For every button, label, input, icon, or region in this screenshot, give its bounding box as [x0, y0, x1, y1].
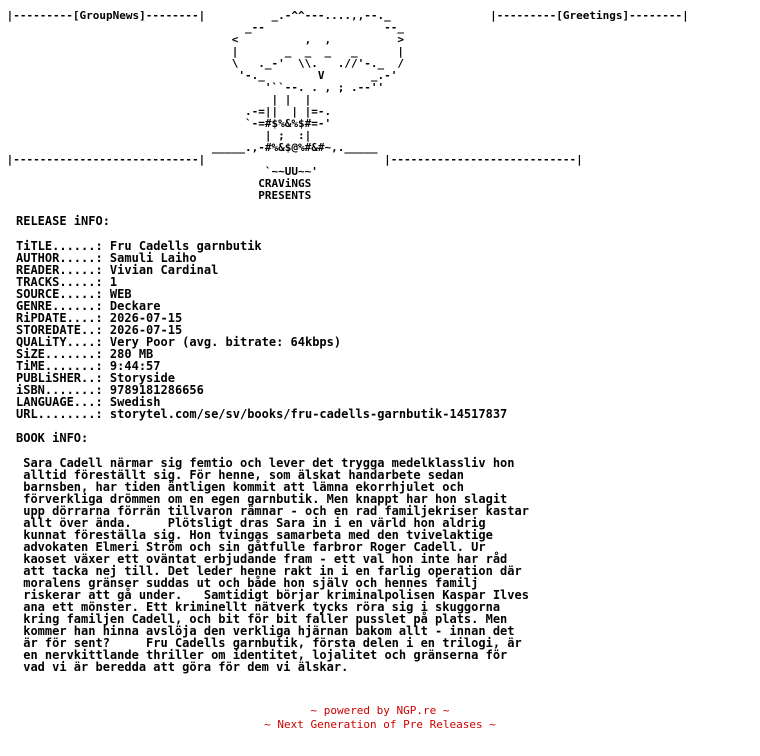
- release-info-list: [16, 240, 507, 420]
- description-line: en nervkittlande thriller om identitet, lojalitet och gränserna för: [16, 648, 508, 662]
- ascii-art-line: |---------[GroupNews]--------| _.-^^---....,,--._ |---------[Greetings]--------|: [0, 9, 689, 22]
- description-line: kommer han hinna avslöja den verkliga hjärnan bakom allt - innan det: [16, 624, 515, 638]
- description-line: är för sent? Fru Cadells garnbutik, första delen i en trilogi, är: [16, 636, 522, 650]
- description-line: Sara Cadell närmar sig femtio och lever det trygga medelklassliv hon: [16, 456, 515, 470]
- footer-tagline: ~ Next Generation of Pre Releases ~: [264, 718, 496, 731]
- release-info-isbn: iSBN.......: 9789181286656: [16, 383, 204, 397]
- ascii-art-line: | | |: [0, 93, 312, 106]
- release-info-size: SiZE.......: 280 MB: [16, 347, 154, 361]
- description-line: moralens gränser suddas ut och både hon själv och hennes familj: [16, 576, 479, 590]
- description-line: förverkliga drömmen om en egen garnbutik. Men knappt har hon slagit: [16, 492, 508, 506]
- ascii-art-line: _-- --_: [0, 21, 404, 34]
- release-info-heading: RELEASE iNFO:: [16, 214, 110, 228]
- release-info-language: LANGUAGE...: Swedish: [16, 395, 161, 409]
- description-line: riskerar att gå under. Samtidigt börjar kriminalpolisen Kaspar Ilves: [16, 588, 529, 602]
- description-line: barnsben, har tiden äntligen kommit att lämna ekorrhjulet och: [16, 480, 464, 494]
- ascii-art-line: '-._ V _.-': [0, 69, 398, 82]
- ascii-art-line: | _ _ _ _ |: [0, 45, 404, 58]
- book-description: [16, 457, 529, 673]
- release-info-source: SOURCE.....: WEB: [16, 287, 132, 301]
- release-info-author: AUTHOR.....: Samuli Laiho: [16, 251, 197, 265]
- description-line: att tacka nej till. Det leder henne rakt in i en farlig operation där: [16, 564, 522, 578]
- ascii-art-line: \ ._-' \\. .//'-._ /: [0, 57, 404, 70]
- release-info-publisher: PUBLiSHER..: Storyside: [16, 371, 175, 385]
- description-line: upp dörrarna förrän tillvaron rämnar - och en rad familjekriser kastar: [16, 504, 529, 518]
- description-line: vad vi är beredda att göra för dem vi älskar.: [16, 660, 349, 674]
- release-info-tracks: TRACKS.....: 1: [16, 275, 118, 289]
- release-info-title: TiTLE......: Fru Cadells garnbutik: [16, 239, 262, 253]
- footer-powered-by: ~ powered by NGP.re ~: [310, 704, 450, 717]
- description-line: ana ett mönster. Ett kriminellt nätverk tycks röra sig i skuggorna: [16, 600, 501, 614]
- ascii-art-line: `-=#$%&%$#=-': [0, 117, 332, 130]
- release-info-url: URL........: storytel.com/se/sv/books/fru-cadells-garnbutik-14517837: [16, 407, 508, 421]
- release-info-reader: READER.....: Vivian Cardinal: [16, 263, 219, 277]
- ascii-art-line: `~~UU~~': [0, 165, 318, 178]
- description-line: kring familjen Cadell, och bit för bit faller pusslet på plats. Men: [16, 612, 508, 626]
- ascii-art-line: '``--. . , ; .--'': [0, 81, 385, 94]
- release-info-time: TiME.......: 9:44:57: [16, 359, 161, 373]
- ascii-art-line: CRAViNGS: [0, 177, 312, 190]
- release-info-quality: QUALiTY....: Very Poor (avg. bitrate: 64kbps): [16, 335, 342, 349]
- release-info-ripdate: RiPDATE....: 2026-07-15: [16, 311, 183, 325]
- ascii-art-line: PRESENTS: [0, 189, 312, 202]
- ascii-art-line: < , , >: [0, 33, 404, 46]
- description-line: alltid föreställt sig. För henne, som älskat handarbete sedan: [16, 468, 464, 482]
- description-line: kaoset växer ett oväntat erbjudande fram - ett val hon inte har råd: [16, 552, 508, 566]
- ascii-art-line: _____.,-#%&$@%#&#~,._____: [0, 141, 378, 154]
- description-line: advokaten Elmeri Ström och sin gåtfulle farbror Roger Cadell. Ur: [16, 540, 486, 554]
- description-line: allt över ända. Plötsligt dras Sara in i en värld hon aldrig: [16, 516, 486, 530]
- ascii-art-line: |----------------------------| |----------------------------|: [0, 153, 583, 166]
- ascii-art-header: [0, 10, 689, 202]
- release-info-genre: GENRE......: Deckare: [16, 299, 161, 313]
- release-info-storedate: STOREDATE..: 2026-07-15: [16, 323, 183, 337]
- ascii-art-line: | ; :|: [0, 129, 312, 142]
- ascii-art-line: .-=|| | |=-.: [0, 105, 332, 118]
- book-info-heading: BOOK iNFO:: [16, 431, 89, 445]
- description-line: kunnat föreställa sig. Hon tvingas samarbeta med den tvivelaktige: [16, 528, 493, 542]
